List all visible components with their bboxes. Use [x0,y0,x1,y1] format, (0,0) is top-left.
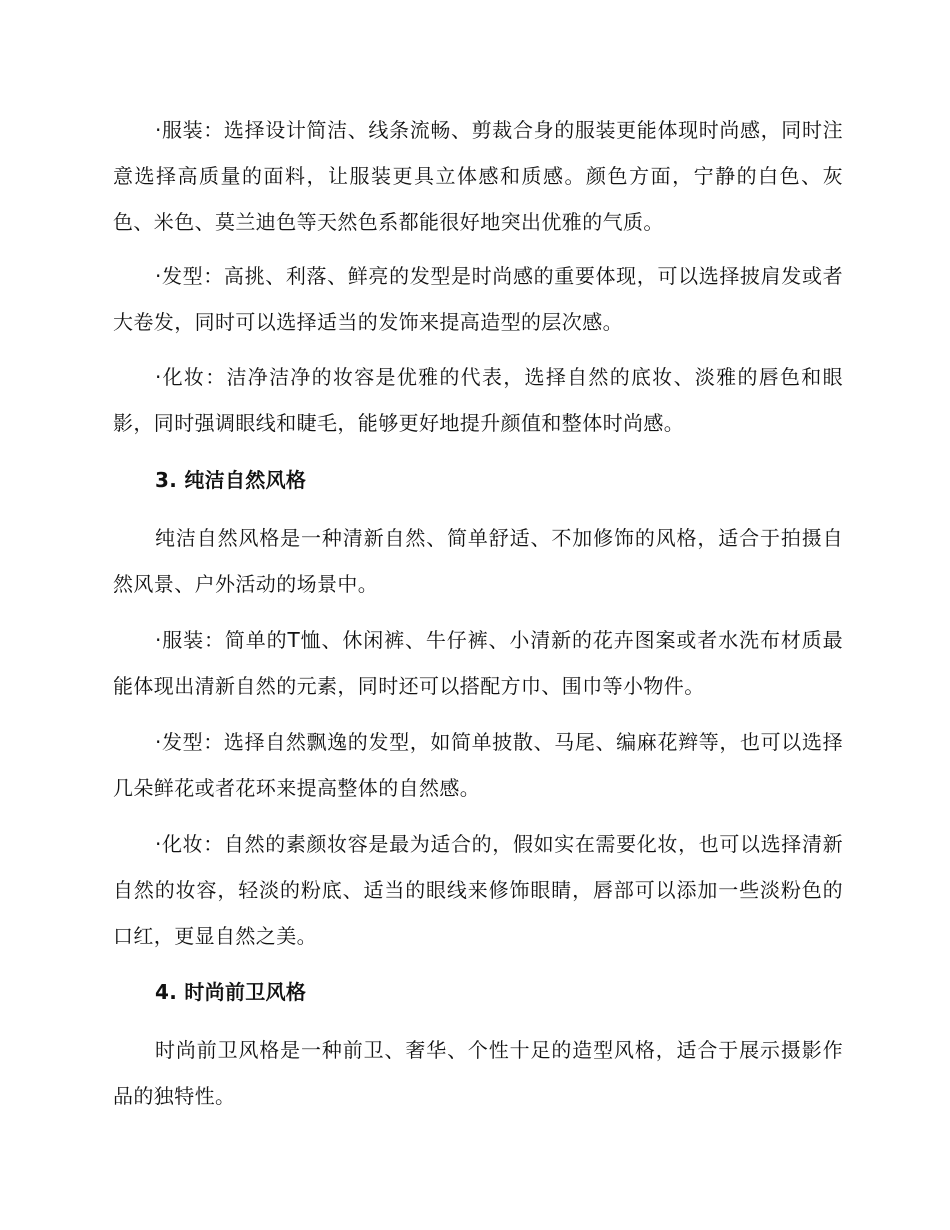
paragraph-natural-intro: 纯洁自然风格是一种清新自然、简单舒适、不加修饰的风格，适合于拍摄自然风景、户外活动的场景中。 [113,526,843,596]
paragraph-hair-elegant: ·发型：高挑、利落、鲜亮的发型是时尚感的重要体现，可以选择披肩发或者大卷发，同时可以选择适当的发饰来提高造型的层次感。 [113,264,843,334]
paragraph-makeup-natural: ·化妆：自然的素颜妆容是最为适合的，假如实在需要化妆，也可以选择清新自然的妆容，轻淡的粉底、适当的眼线来修饰眼睛，唇部可以添加一些淡粉色的口红，更显自然之美。 [113,832,843,948]
section-heading-natural-style: 3. 纯洁自然风格 [155,468,307,492]
paragraph-avant-garde-intro: 时尚前卫风格是一种前卫、奢华、个性十足的造型风格，适合于展示摄影作品的独特性。 [113,1038,843,1108]
paragraph-clothing-natural: ·服装：简单的T恤、休闲裤、牛仔裤、小清新的花卉图案或者水洗布材质最能体现出清新自然的元素，同时还可以搭配方巾、围巾等小物件。 [113,628,843,698]
section-heading-avant-garde-style: 4. 时尚前卫风格 [155,980,307,1004]
paragraph-makeup-elegant: ·化妆：洁净洁净的妆容是优雅的代表，选择自然的底妆、淡雅的唇色和眼影，同时强调眼线和睫毛，能够更好地提升颜值和整体时尚感。 [113,365,843,435]
paragraph-clothing-elegant: ·服装：选择设计简洁、线条流畅、剪裁合身的服装更能体现时尚感，同时注意选择高质量的面料，让服装更具立体感和质感。颜色方面，宁静的白色、灰色、米色、莫兰迪色等天然色系都能很好地突出优雅的气质。 [113,118,843,234]
paragraph-hair-natural: ·发型：选择自然飘逸的发型，如简单披散、马尾、编麻花辫等，也可以选择几朵鲜花或者花环来提高整体的自然感。 [113,730,843,800]
